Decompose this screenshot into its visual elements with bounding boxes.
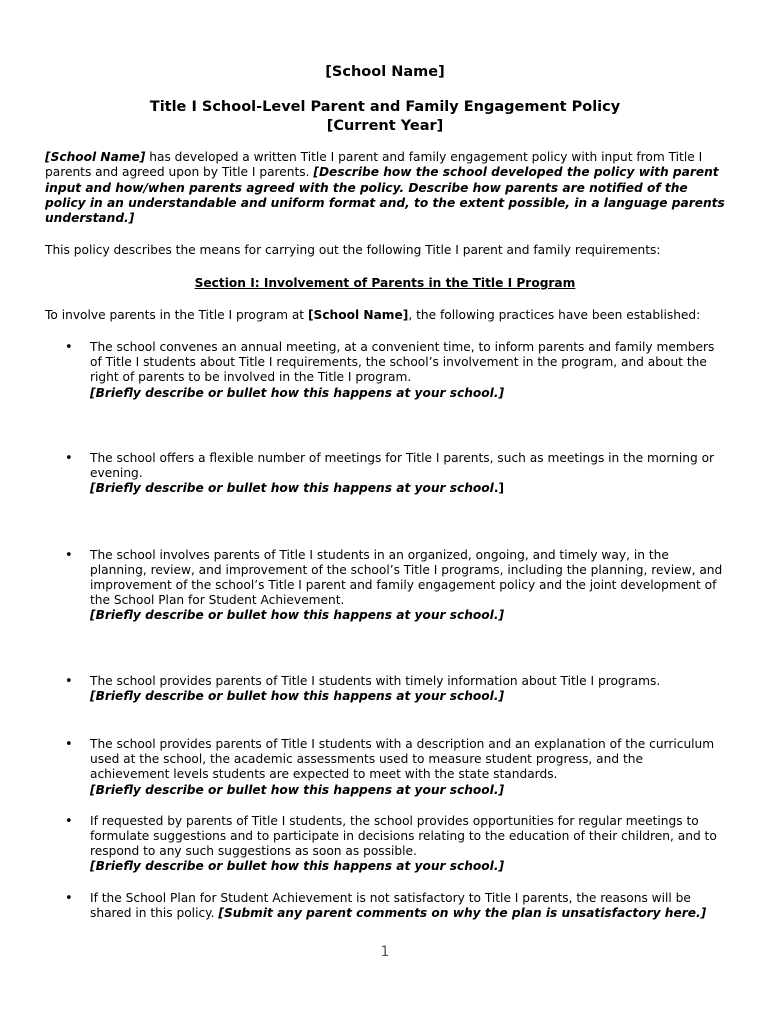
policy-description: This policy describes the means for carrying out the following Title I parent and family requirements: (45, 243, 661, 258)
item-text: If requested by parents of Title I students, the school provides opportunities for regular meetings to formulate suggestions and to participate in decisions relating to the education of their children, and to respond to any such suggestions as soon as possible. (90, 813, 717, 859)
item-instruction-line (90, 481, 725, 496)
practices-list (45, 340, 725, 921)
bullet-icon: • (65, 340, 73, 356)
item-instruction: [Submit any parent comments on why the plan is unsatisfactory here.] (218, 905, 707, 920)
list-item (45, 674, 725, 704)
page-number: 1 (380, 944, 390, 960)
policy-year: [Current Year] (326, 118, 444, 134)
item-text: If the School Plan for Student Achievement is not satisfactory to Title I parents, the reasons will be shared in this policy. (90, 890, 691, 920)
item-text: The school convenes an annual meeting, at a convenient time, to inform parents and family members of Title I students about Title I requirements, the school’s involvement in the program, and about the right of parents to be involved in the Title I program. (90, 340, 715, 385)
list-item (45, 451, 725, 497)
item-text: The school provides parents of Title I students with timely information about Title I programs. (90, 673, 661, 688)
involve-school-name: [School Name] (307, 307, 409, 322)
section-heading: Section I: Involvement of Parents in the Title I Program (194, 275, 576, 290)
involve-before: To involve parents in the Title I program at (45, 307, 308, 322)
item-instruction: [Briefly describe or bullet how this happens at your school.] (90, 385, 505, 400)
intro-paragraph (45, 150, 725, 226)
policy-title: Title I School-Level Parent and Family Engagement Policy (149, 99, 621, 115)
school-name-heading: [School Name] (325, 64, 445, 80)
item-instruction-end: .] (493, 481, 505, 496)
involve-paragraph (45, 308, 725, 323)
list-item (45, 814, 725, 875)
item-text: The school offers a flexible number of meetings for Title I parents, such as meetings in the morning or evening. (90, 450, 715, 481)
item-instruction: [Briefly describe or bullet how this happens at your school.] (90, 688, 505, 703)
intro-instruction: [Describe how the school developed the policy with parent input and how/when parents agreed with the policy. Describe how parents are notified of the policy in an understandable and uniform format and, to the extent possible, in a language parents understand.] (45, 165, 725, 226)
item-instruction: [Briefly describe or bullet how this happens at your school.] (90, 859, 505, 874)
bullet-icon: • (65, 813, 73, 829)
bullet-icon: • (65, 890, 73, 906)
intro-text: has developed a written Title I parent and family engagement policy with input from Title I parents and agreed upon by Title I parents. (45, 150, 703, 180)
item-instruction: [Briefly describe or bullet how this happens at your school.] (90, 608, 505, 623)
item-text: The school involves parents of Title I students in an organized, ongoing, and timely way, in the planning, review, and improvement of the school’s Title I programs, including the planning, review, and improvement of the school’s Title I parent and family engagement policy and the joint development of the School Plan for Student Achievement. (90, 547, 723, 608)
bullet-icon: • (65, 736, 73, 752)
intro-school-name: [School Name] (45, 150, 146, 164)
item-instruction: [Briefly describe or bullet how this happens at your school (90, 481, 494, 496)
document-page (45, 63, 725, 921)
bullet-icon: • (65, 450, 73, 466)
list-item (45, 737, 725, 798)
item-text: The school provides parents of Title I students with a description and an explanation of the curriculum used at the school, the academic assessments used to measure student progress, and the achievement levels students are expected to meet with the state standards. (90, 736, 715, 782)
list-item (45, 340, 725, 401)
list-item (45, 891, 725, 921)
list-item (45, 548, 725, 624)
bullet-icon: • (65, 673, 73, 689)
bullet-icon: • (65, 547, 73, 563)
item-instruction: [Briefly describe or bullet how this happens at your school.] (90, 782, 505, 797)
involve-after: , the following practices have been established: (408, 307, 701, 322)
